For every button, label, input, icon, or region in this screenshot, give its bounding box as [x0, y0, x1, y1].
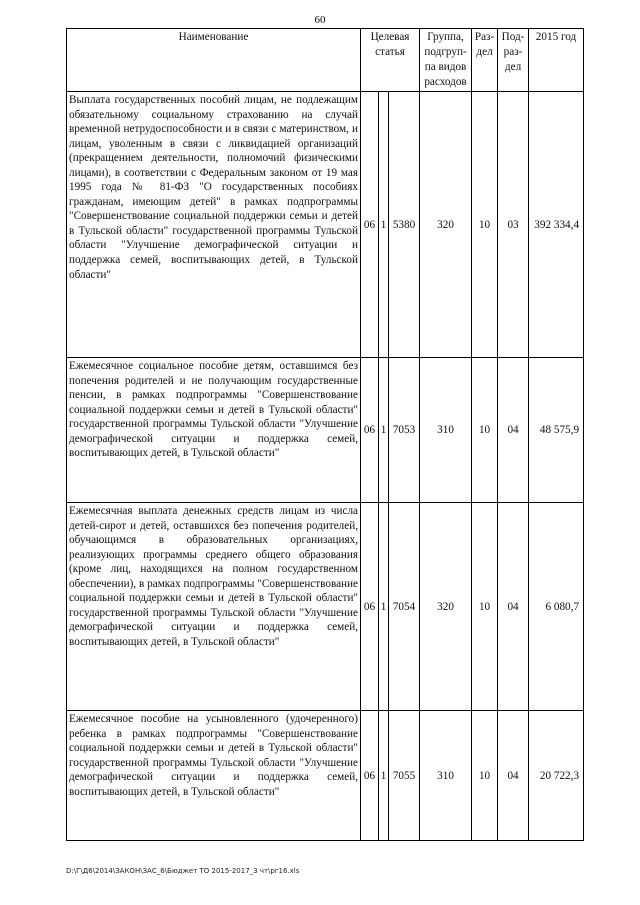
section-code: 10	[472, 92, 498, 358]
row-name: Выплата государственных пособий лицам, не подлежащим обязательному социальному страхованию на случай временной нетрудоспособности и в связи с материнством, и лицам, уволенным в связи с ликвидацией организаций (прекращением деятельности, полномочий физическими лицами), в соответствии с Федеральным законом от 19 мая 1995 года № 81-ФЗ "О государственных пособиях гражданам, имеющим детей" в рамках подпрограммы "Совершенствование социальной поддержки семьи и детей в Тульской области" государственной программы Тульской области "Улучшение демографической ситуации и поддержка семей, воспитывающих детей, в Тульской области"	[67, 92, 361, 358]
header-name: Наименование	[67, 29, 361, 92]
section-code: 10	[472, 358, 498, 503]
subsection-code: 03	[498, 92, 529, 358]
target-article-part1: 06	[361, 358, 379, 503]
header-subsection: Под-раз-дел	[498, 29, 529, 92]
header-section: Раз-дел	[472, 29, 498, 92]
row-name: Ежемесячное социальное пособие детям, оставшимся без попечения родителей и не получающим государственные пенсии, в рамках подпрограммы "Совершенствование социальной поддержки семьи и детей в Тульской области" государственной программы Тульской области "Улучшение демографической ситуации и поддержка семей, воспитывающих детей, в Тульской области"	[67, 358, 361, 503]
header-target-article: Целевая статья	[361, 29, 420, 92]
header-row	[67, 29, 584, 92]
target-article-part1: 06	[361, 92, 379, 358]
footer-file-path: D:\Г\Д6\2014\ЗАКОН\ЗАС_6\Бюджет ТО 2015-2017_3 чт\рг16.xls	[66, 867, 300, 875]
target-article-part3: 5380	[389, 92, 420, 358]
table-row	[67, 92, 584, 358]
target-article-part3: 7055	[389, 711, 420, 841]
target-article-part2: 1	[379, 358, 389, 503]
section-code: 10	[472, 503, 498, 711]
target-article-part3: 7054	[389, 503, 420, 711]
group-code: 310	[420, 358, 472, 503]
budget-table	[66, 28, 584, 841]
target-article-part1: 06	[361, 503, 379, 711]
section-code: 10	[472, 711, 498, 841]
page-number: 60	[314, 14, 326, 26]
table-row	[67, 711, 584, 841]
target-article-part2: 1	[379, 503, 389, 711]
amount: 392 334,4	[529, 92, 584, 358]
group-code: 320	[420, 503, 472, 711]
subsection-code: 04	[498, 503, 529, 711]
amount: 48 575,9	[529, 358, 584, 503]
row-name: Ежемесячное пособие на усыновленного (удочеренного) ребенка в рамках подпрограммы "Совершенствование социальной поддержки семьи и детей в Тульской области" государственной программы Тульской области "Улучшение демографической ситуации и поддержка семей, воспитывающих детей, в Тульской области"	[67, 711, 361, 841]
group-code: 320	[420, 92, 472, 358]
target-article-part1: 06	[361, 711, 379, 841]
target-article-part2: 1	[379, 92, 389, 358]
group-code: 310	[420, 711, 472, 841]
subsection-code: 04	[498, 711, 529, 841]
amount: 20 722,3	[529, 711, 584, 841]
header-group: Группа, подгруп-па видов расходов	[420, 29, 472, 92]
table-row	[67, 358, 584, 503]
target-article-part3: 7053	[389, 358, 420, 503]
header-year: 2015 год	[529, 29, 584, 92]
target-article-part2: 1	[379, 711, 389, 841]
row-name: Ежемесячная выплата денежных средств лицам из числа детей-сирот и детей, оставшихся без попечения родителей, обучающимся в образовательных организациях, реализующих программы среднего общего образования (кроме лиц, находящихся на полном государственном обеспечении), в рамках подпрограммы "Совершенствование социальной поддержки семьи и детей в Тульской области" государственной программы Тульской области "Улучшение демографической ситуации и поддержка семей, воспитывающих детей, в Тульской области"	[67, 503, 361, 711]
amount: 6 080,7	[529, 503, 584, 711]
table-row	[67, 503, 584, 711]
subsection-code: 04	[498, 358, 529, 503]
